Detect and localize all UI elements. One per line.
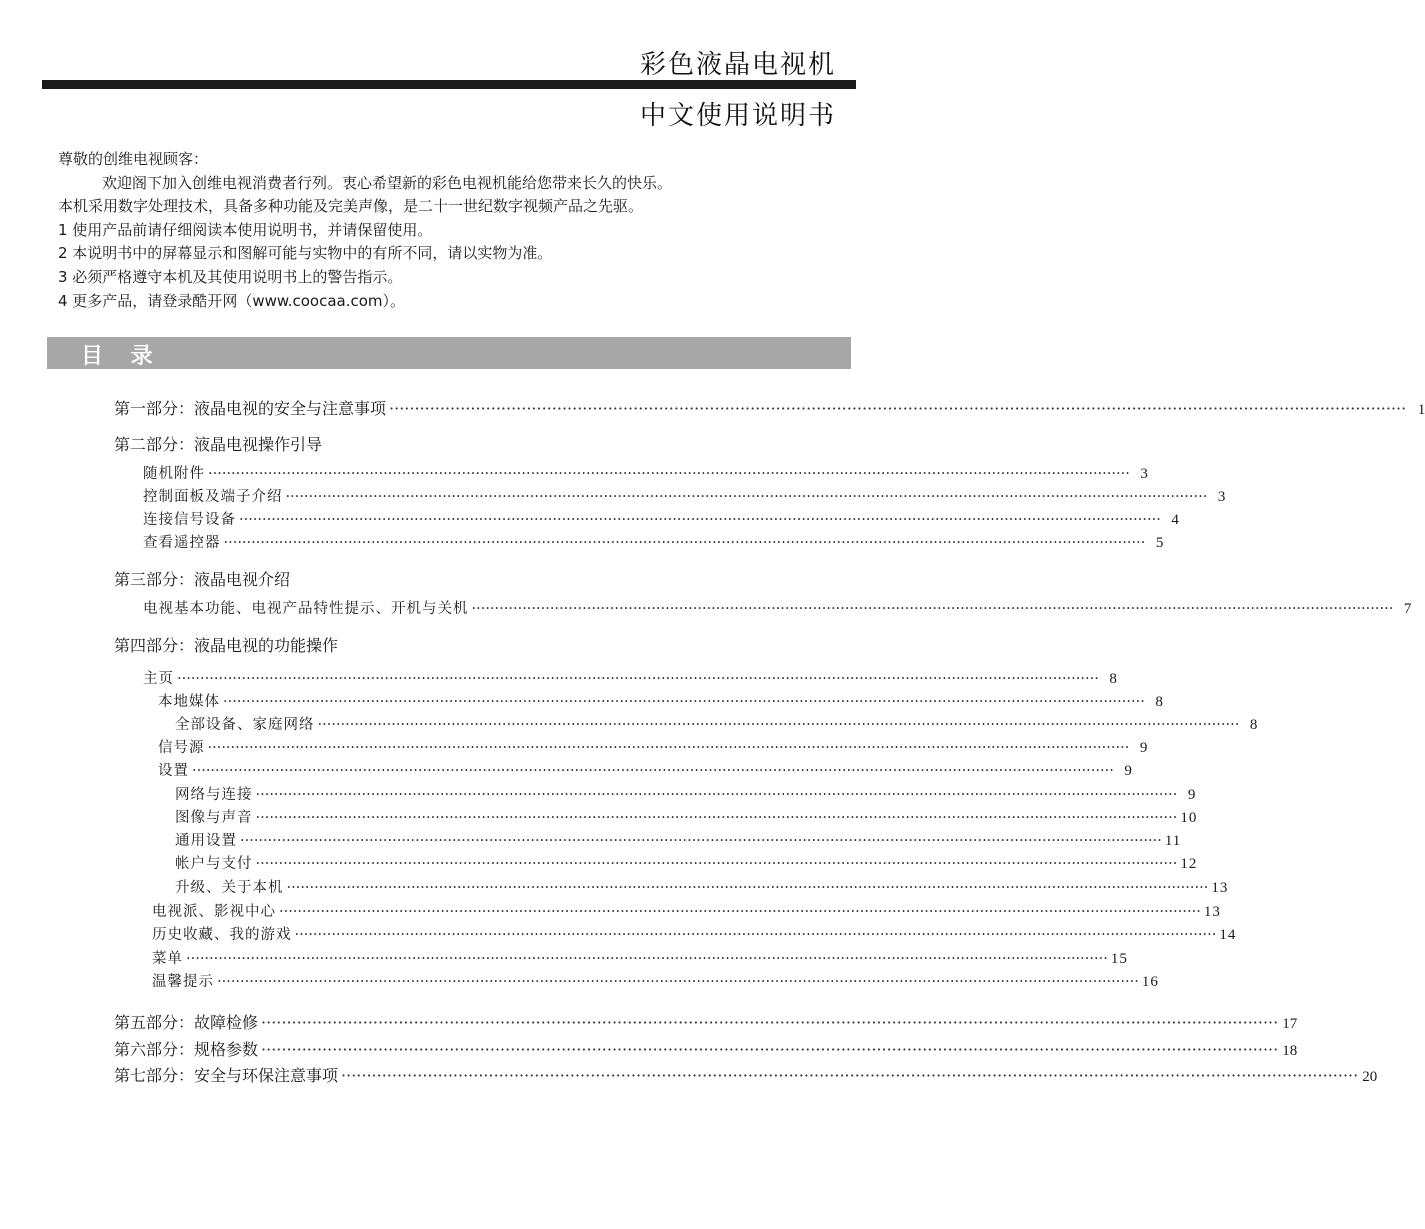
intro-line-1: 欢迎阁下加入创维电视消费者行列。衷心希望新的彩色电视机能给您带来长久的快乐。: [102, 173, 673, 192]
toc-page-number: 8: [1155, 694, 1164, 710]
toc-entry-label: 升级、关于本机: [175, 880, 284, 896]
leader-dots: ········································································································································································································: [217, 974, 1139, 990]
toc-page-number: 1: [1417, 402, 1425, 418]
toc-heading: 目 录: [81, 344, 163, 369]
leader-dots: ········································································································································································································: [285, 489, 1208, 505]
toc-page-number: 13: [1203, 904, 1221, 920]
toc-page-number: 9: [1187, 787, 1197, 803]
leader-dots: ········································································································································································································: [279, 904, 1201, 920]
product-title: 彩色液晶电视机: [639, 50, 836, 80]
note-2: 2 本说明书中的屏幕显示和图解可能与实物中的有所不同，请以实物为准。: [58, 244, 553, 263]
toc-page-number: 8: [1109, 671, 1118, 687]
toc-part-6[interactable]: [114, 1037, 1298, 1060]
toc-item[interactable]: [175, 876, 1229, 897]
toc-page-number: 18: [1282, 1043, 1298, 1059]
leader-dots: ········································································································································································································: [186, 951, 1108, 967]
toc-item[interactable]: [152, 970, 1159, 991]
toc-entry-label: 历史收藏、我的游戏: [152, 927, 292, 943]
header-rule: [42, 80, 856, 89]
toc-page-number: 14: [1219, 927, 1237, 943]
toc-item[interactable]: [143, 667, 1118, 688]
toc-page-number: 9: [1139, 740, 1149, 756]
toc-entry-label: 第七部分：安全与环保注意事项: [114, 1066, 339, 1085]
toc-page-number: 13: [1211, 880, 1229, 896]
toc-entry-label: 温馨提示: [152, 974, 214, 990]
toc-part-3[interactable]: 第三部分：液晶电视介绍: [114, 570, 291, 589]
toc-page-number: 3: [1217, 489, 1227, 505]
toc-entry-label: 第五部分：故障检修: [114, 1013, 259, 1032]
toc-item[interactable]: [175, 852, 1198, 873]
toc-item[interactable]: [175, 806, 1198, 827]
leader-dots: ········································································································································································································: [261, 1013, 1279, 1032]
toc-item[interactable]: [158, 690, 1164, 711]
leader-dots: ········································································································································································································: [192, 763, 1114, 779]
toc-entry-label: 帐户与支付: [175, 856, 253, 872]
leader-dots: ········································································································································································································: [471, 601, 1394, 617]
toc-entry-label: 连接信号设备: [143, 512, 236, 528]
manual-title: 中文使用说明书: [639, 101, 836, 131]
toc-item[interactable]: [143, 462, 1149, 483]
intro-section: [58, 148, 858, 313]
toc-entry-label: 第一部分：液晶电视的安全与注意事项: [114, 399, 387, 418]
toc-page-number: 11: [1164, 833, 1182, 849]
toc-page-number: 15: [1110, 951, 1128, 967]
toc-entry-label: 设置: [158, 763, 189, 779]
leader-dots: ········································································································································································································: [208, 466, 1130, 482]
leader-dots: ········································································································································································································: [255, 810, 1178, 826]
toc-page-number: 10: [1180, 810, 1198, 826]
toc-page-number: 7: [1403, 601, 1413, 617]
leader-dots: ········································································································································································································: [389, 399, 1407, 418]
toc-page-number: 4: [1171, 512, 1180, 528]
toc-item[interactable]: [158, 736, 1149, 757]
toc-page-number: 16: [1141, 974, 1159, 990]
leader-dots: ········································································································································································································: [286, 880, 1209, 896]
leader-dots: ········································································································································································································: [240, 833, 1162, 849]
toc-page-number: 17: [1282, 1016, 1298, 1032]
toc-entry-label: 菜单: [152, 951, 183, 967]
toc-part-4[interactable]: 第四部分：液晶电视的功能操作: [114, 636, 339, 655]
toc-item[interactable]: [152, 900, 1221, 921]
toc-entry-label: 主页: [143, 671, 174, 687]
leader-dots: ········································································································································································································: [223, 694, 1145, 710]
toc-item[interactable]: [143, 597, 1413, 618]
toc-heading-band: [47, 337, 851, 369]
toc-entry-label: 查看遥控器: [143, 535, 221, 551]
toc-page-number: 3: [1140, 466, 1149, 482]
toc-item[interactable]: [143, 531, 1165, 552]
toc-item[interactable]: [143, 485, 1227, 506]
toc-page-number: 5: [1155, 535, 1165, 551]
toc-item[interactable]: [152, 947, 1128, 968]
toc-page-number: 20: [1362, 1069, 1378, 1085]
note-3: 3 必须严格遵守本机及其使用说明书上的警告指示。: [58, 267, 403, 286]
leader-dots: ········································································································································································································: [223, 535, 1146, 551]
toc-part-7[interactable]: [114, 1063, 1378, 1086]
toc-item[interactable]: [158, 759, 1133, 780]
toc-entry-label: 信号源: [158, 740, 205, 756]
leader-dots: ········································································································································································································: [341, 1066, 1359, 1085]
toc-page-number: 8: [1249, 717, 1259, 733]
toc-entry-label: 图像与声音: [175, 810, 253, 826]
toc-item[interactable]: [175, 783, 1197, 804]
toc-item[interactable]: [152, 923, 1237, 944]
leader-dots: ········································································································································································································: [255, 856, 1178, 872]
toc-entry-label: 全部设备、家庭网络: [175, 717, 315, 733]
toc-entry-label: 本地媒体: [158, 694, 220, 710]
leader-dots: ········································································································································································································: [239, 512, 1161, 528]
toc-entry-label: 控制面板及端子介绍: [143, 489, 283, 505]
toc-entry-label: 通用设置: [175, 833, 237, 849]
toc-item[interactable]: [175, 829, 1182, 850]
toc-page-number: 9: [1124, 763, 1133, 779]
intro-line-2: 本机采用数字处理技术，具备多种功能及完美声像，是二十一世纪数字视频产品之先驱。: [58, 197, 644, 216]
toc-entry-label: 电视基本功能、电视产品特性提示、开机与关机: [143, 601, 469, 617]
toc-item[interactable]: [143, 508, 1180, 529]
toc-part-2[interactable]: 第二部分：液晶电视操作引导: [114, 435, 323, 454]
toc-entry-label: 网络与连接: [175, 787, 253, 803]
note-4: 4 更多产品，请登录酷开网（www.coocaa.com）。: [58, 291, 406, 310]
leader-dots: ········································································································································································································: [317, 717, 1240, 733]
toc-entry-label: 第六部分：规格参数: [114, 1040, 259, 1059]
leader-dots: ········································································································································································································: [255, 787, 1178, 803]
toc-part-5[interactable]: [114, 1010, 1298, 1033]
toc-entry-label: 随机附件: [143, 466, 205, 482]
greeting: 尊敬的创维电视顾客：: [58, 150, 209, 168]
leader-dots: ········································································································································································································: [294, 927, 1217, 943]
toc-page-number: 12: [1180, 856, 1198, 872]
toc-item[interactable]: [175, 713, 1259, 734]
toc-part-1[interactable]: [114, 396, 1425, 419]
toc-entry-label: 电视派、影视中心: [152, 904, 276, 920]
leader-dots: ········································································································································································································: [261, 1040, 1279, 1059]
note-1: 1 使用产品前请仔细阅读本使用说明书，并请保留使用。: [58, 220, 433, 239]
leader-dots: ········································································································································································································: [177, 671, 1099, 687]
leader-dots: ········································································································································································································: [207, 740, 1130, 756]
